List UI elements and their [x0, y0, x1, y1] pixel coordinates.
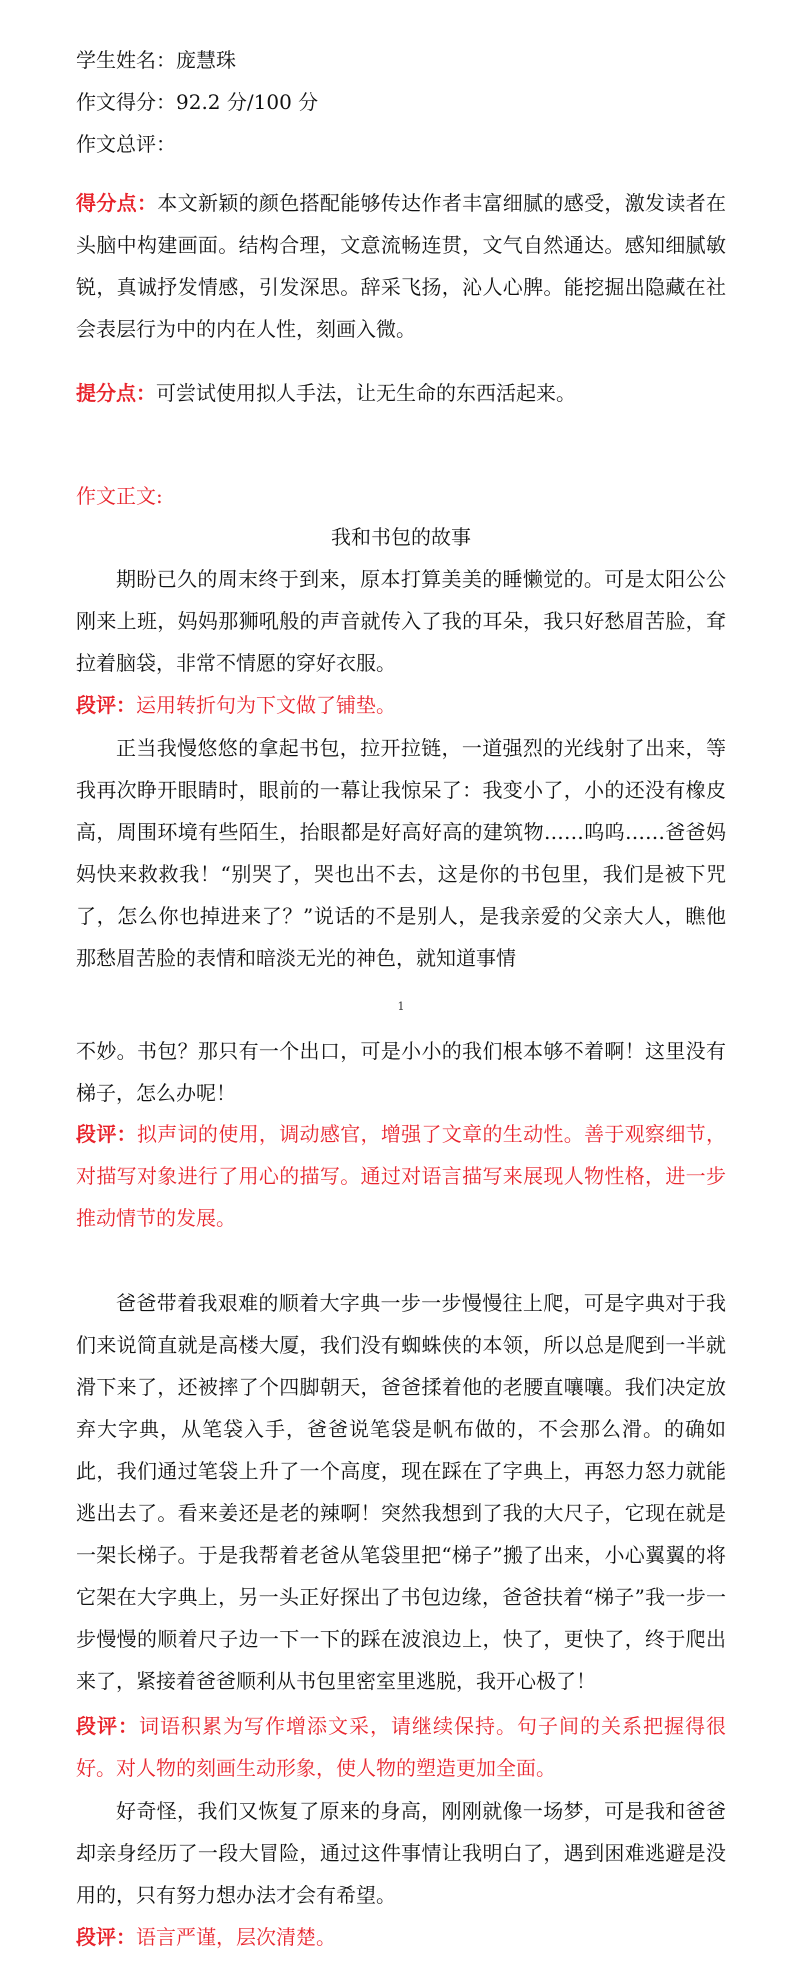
essay-paragraph-3: 爸爸带着我艰难的顺着大字典一步一步慢慢往上爬，可是字典对于我们来说简直就是高楼大厦，我们没有蜘蛛侠的本领，所以总是爬到一半就滑下来了，还被摔了个四脚朝天，爸爸揉着他的老腰直嚷嚷。我们决定放弃大字典，从笔袋入手，爸爸说笔袋是帆布做的，不会那么滑。的确如此，我们通过笔袋上升了一个高度，现在踩在了字典上，再怒力怒力就能逃出去了。看来姜还是老的辣啊！突然我想到了我的大尺子，它现在就是一架长梯子。于是我帮着老爸从笔袋里把“梯子”搬了出来，小心翼翼的将它架在大字典上，另一头正好探出了书包边缘，爸爸扶着“梯子”我一步一步慢慢的顺着尺子边一下一下的踩在波浪边上，快了，更快了，终于爬出来了，紧接着爸爸顺利从书包里密室里逃脱，我开心极了！ — [76, 1291, 726, 1693]
paragraph-comment-4-text: 语言严谨，层次清楚。 — [136, 1925, 336, 1949]
essay-paragraph-2-part-2: 不妙。书包？那只有一个出口，可是小小的我们根本够不着啊！这里没有梯子，怎么办呢！ — [76, 1039, 726, 1105]
paragraph-comment-4 — [76, 1916, 726, 1958]
strengths-paragraph — [76, 182, 726, 350]
summary-heading — [76, 130, 176, 158]
paragraph-comment-3 — [76, 1705, 726, 1789]
strengths-text: 本文新颖的颜色搭配能够传达作者丰富细腻的感受，激发读者在头脑中构建画面。结构合理，文意流畅连贯，文气自然通达。感知细腻敏锐，真诚抒发情感，引发深思。辞采飞扬，沁人心脾。能挖掘出隐藏在社会表层行为中的内在人性，刻画入微。 — [76, 191, 727, 341]
strengths-label: 得分点： — [76, 191, 158, 215]
score-label: 作文得分： — [76, 90, 176, 114]
score-value: 92.2 分/100 分 — [176, 90, 319, 114]
essay-paragraph-4: 好奇怪，我们又恢复了原来的身高，刚刚就像一场梦，可是我和爸爸却亲身经历了一段大冒险，通过这件事情让我明白了，遇到困难逃避是没用的，只有努力想办法才会有希望。 — [76, 1799, 726, 1907]
paragraph-comment-4-label: 段评： — [76, 1925, 136, 1949]
paragraph-comment-2-label: 段评： — [76, 1122, 137, 1146]
essay-section-heading — [76, 482, 163, 510]
improve-paragraph — [76, 372, 726, 414]
page-number: 1 — [397, 1000, 405, 1013]
essay-title: 我和书包的故事 — [331, 525, 471, 549]
student-name-value: 庞慧珠 — [176, 48, 236, 72]
essay-paragraph-2-part-1: 正当我慢悠悠的拿起书包，拉开拉链，一道强烈的光线射了出来，等我再次睁开眼睛时，眼前的一幕让我惊呆了：我变小了，小的还没有橡皮高，周围环境有些陌生，抬眼都是好高好高的建筑物……呜呜……爸爸妈妈快来救救我！“别哭了，哭也出不去，这是你的书包里，我们是被下咒了，怎么你也掉进来了？”说话的不是别人，是我亲爱的父亲大人，瞧他那愁眉苦脸的表情和暗淡无光的神色，就知道事情 — [76, 736, 726, 970]
paragraph-comment-3-label: 段评： — [76, 1714, 139, 1738]
student-name-line — [76, 46, 236, 74]
student-name-label: 学生姓名： — [76, 48, 176, 72]
essay-paragraph-1: 期盼已久的周末终于到来，原本打算美美的睡懒觉的。可是太阳公公刚来上班，妈妈那狮吼般的声音就传入了我的耳朵，我只好愁眉苦脸，耷拉着脑袋，非常不情愿的穿好衣服。 — [76, 567, 726, 675]
paragraph-comment-1-text: 运用转折句为下文做了铺垫。 — [136, 693, 396, 717]
paragraph-comment-1 — [76, 684, 726, 726]
paragraph-comment-2-text: 拟声词的使用，调动感官，增强了文章的生动性。善于观察细节，对描写对象进行了用心的描写。通过对语言描写来展现人物性格，进一步推动情节的发展。 — [76, 1122, 727, 1230]
essay-section-label: 作文正文: — [76, 484, 163, 508]
paragraph-comment-3-text: 词语积累为写作增添文采，请继续保持。句子间的关系把握得很好。对人物的刻画生动形象，使人物的塑造更加全面。 — [76, 1714, 726, 1780]
improve-label: 提分点： — [76, 381, 156, 405]
summary-label: 作文总评： — [76, 132, 176, 156]
score-line — [76, 88, 318, 116]
paragraph-comment-2 — [76, 1113, 726, 1239]
improve-text: 可尝试使用拟人手法，让无生命的东西活起来。 — [156, 381, 576, 405]
paragraph-comment-1-label: 段评： — [76, 693, 136, 717]
